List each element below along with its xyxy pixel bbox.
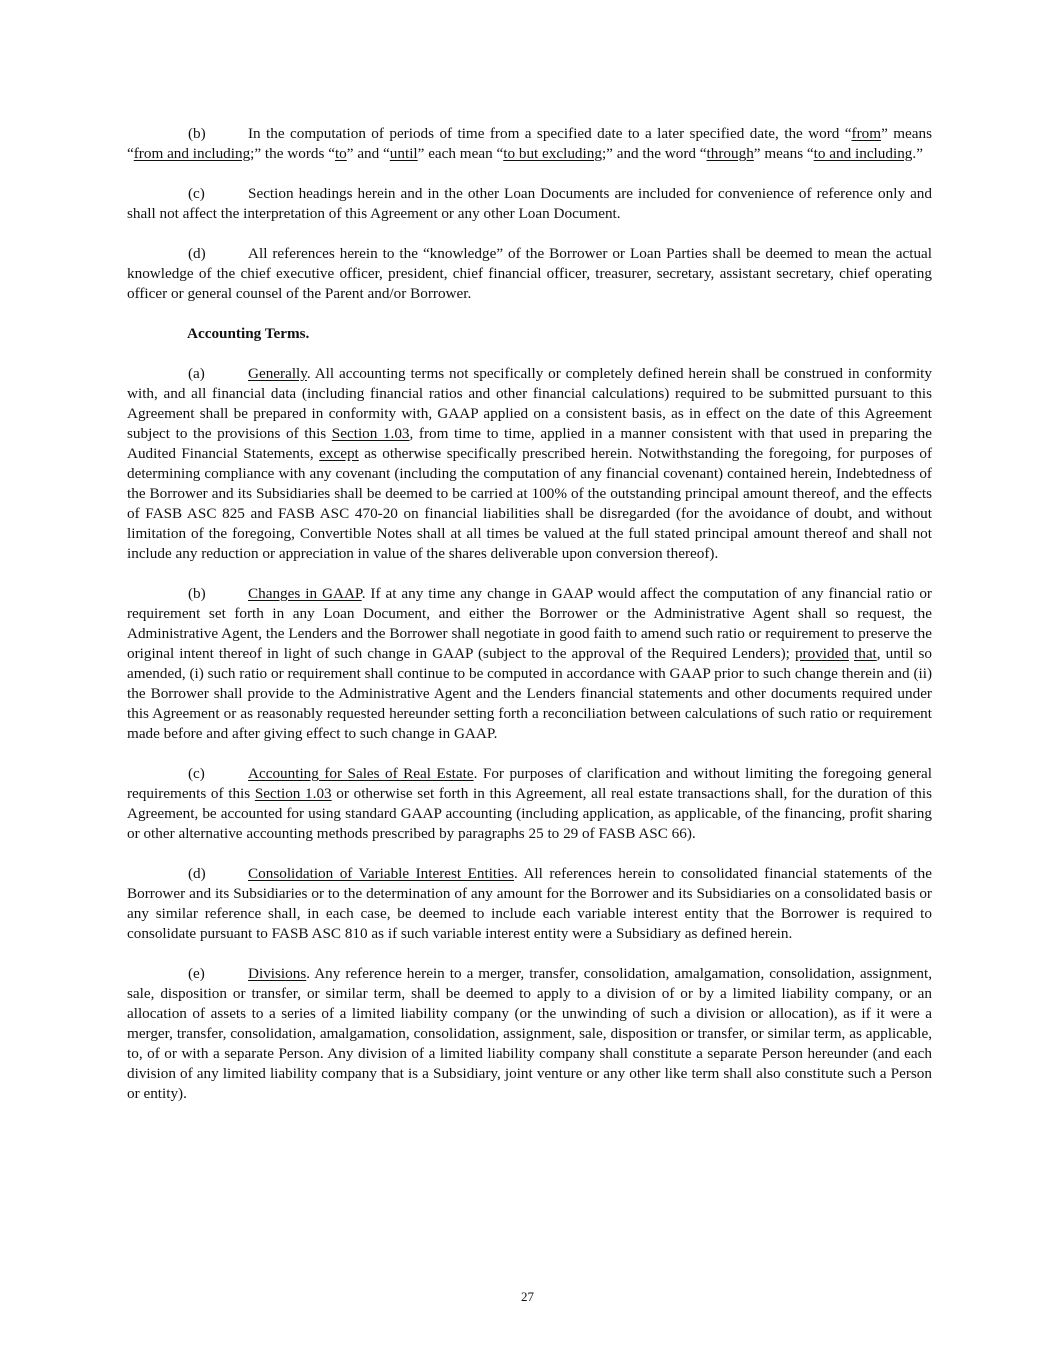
section-reference: Section 1.03 bbox=[254, 785, 332, 802]
paragraph-d-knowledge: (d) All references herein to the “knowledge” of the Borrower or Loan Parties shall be deemed to mean the actual knowledge of the chief executive officer, president, chief financial officer, treasurer, secretary, assistant secretary, chief operating officer or general counsel of the Parent and/or Borrower. bbox=[127, 245, 932, 302]
paragraph-c-section-headings: (c) Section headings herein and in the other Loan Documents are included for convenience of reference only and shall not affect the interpretation of this Agreement or any other Loan Document. bbox=[127, 185, 932, 222]
defined-term-that: that bbox=[854, 645, 877, 662]
paragraph-marker: (b) bbox=[188, 585, 206, 602]
defined-term-from-and-including: from and including bbox=[133, 145, 251, 162]
defined-term-to: to bbox=[334, 145, 347, 162]
paragraph-marker: (e) bbox=[188, 965, 205, 982]
paragraph-marker: (a) bbox=[188, 365, 205, 382]
paragraph-marker: (d) bbox=[188, 865, 206, 882]
paragraph-a-generally: (a) Generally. All accounting terms not specifically or completely defined herein shall be construed in conformity with, and all financial data (including financial ratios and other financial calculations) required to be submitted pursuant to this Agreement shall be prepared in conformity with, GAAP applied on a consistent basis, as in effect on the date of this Agreement subject to the provisions of this Section 1.03, from time to time, applied in a manner consistent with that used in preparing the Audited Financial Statements, except as otherwise specifically prescribed herein. Notwithstanding the foregoing, for purposes of determining compliance with any covenant (including the computation of any financial covenant) contained herein, Indebtedness of the Borrower and its Subsidiaries shall be deemed to be carried at 100% of the outstanding principal amount thereof, and the effects of FASB ASC 825 and FASB ASC 470-20 on financial liabilities shall be disregarded (for the avoidance of doubt, and without limitation of the foregoing, Convertible Notes shall at all times be valued at the full stated principal amount thereof and shall not include any reduction or appreciation in value of the shares deliverable upon conversion thereof). bbox=[127, 365, 933, 562]
paragraph-marker: (d) bbox=[188, 245, 206, 262]
defined-term-provided: provided bbox=[794, 645, 849, 662]
paragraph-c-sales-of-real-estate: (c) Accounting for Sales of Real Estate. For purposes of clarification and without limiting the foregoing general requirements of this Section 1.03 or otherwise set forth in this Agreement, all real estate transactions shall, for the duration of this Agreement, be accounted for using standard GAAP accounting (including application, as applicable, of the financing, profit sharing or other alternative accounting methods prescribed by paragraphs 25 to 29 of FASB ASC 66). bbox=[127, 765, 932, 842]
defined-term-through: through bbox=[706, 145, 754, 162]
document-page bbox=[127, 124, 932, 1124]
defined-term-until: until bbox=[389, 145, 418, 162]
subsection-title: Divisions bbox=[248, 965, 307, 982]
paragraph-marker: (b) bbox=[188, 125, 206, 142]
defined-term-to-and-including: to and including bbox=[813, 145, 913, 162]
subsection-title: Consolidation of Variable Interest Entities bbox=[248, 865, 515, 882]
paragraph-b-changes-in-gaap: (b) Changes in GAAP. If at any time any change in GAAP would affect the computation of any financial ratio or requirement set forth in any Loan Document, and either the Borrower or the Administrative Agent shall so request, the Administrative Agent, the Lenders and the Borrower shall negotiate in good faith to amend such ratio or requirement to preserve the original intent thereof in light of such change in GAAP (subject to the approval of the Required Lenders); provided that, until so amended, (i) such ratio or requirement shall continue to be computed in accordance with GAAP prior to such change therein and (ii) the Borrower shall provide to the Administrative Agent and the Lenders financial statements and other documents required under this Agreement or as reasonably requested hereunder setting forth a reconciliation between calculations of such ratio or requirement made before and after giving effect to such change in GAAP. bbox=[127, 585, 933, 742]
paragraph-e-divisions: (e) Divisions. Any reference herein to a merger, transfer, consolidation, amalgamation, consolidation, assignment, sale, disposition or transfer, or similar term, shall be deemed to apply to a division of or by a limited liability company, or an allocation of assets to a series of a limited liability company (or the unwinding of such a division or allocation), as if it were a merger, transfer, consolidation, amalgamation, consolidation, assignment, sale, disposition or transfer, or similar term, as applicable, to, of or with a separate Person. Any division of a limited liability company shall constitute a separate Person hereunder (and each division of any limited liability company that is a Subsidiary, joint venture or any other like term shall also constitute such a Person or entity). bbox=[127, 965, 932, 1102]
paragraph-marker: (c) bbox=[188, 765, 205, 782]
paragraph-marker: (c) bbox=[188, 185, 205, 202]
defined-term-to-but-excluding: to but excluding bbox=[503, 145, 602, 162]
defined-term-except: except bbox=[319, 445, 359, 462]
subsection-title: Changes in GAAP bbox=[248, 585, 362, 602]
page-number: 27 bbox=[521, 1289, 534, 1304]
subsection-title: Generally bbox=[248, 365, 307, 382]
paragraph-d-variable-interest-entities: (d) Consolidation of Variable Interest Entities. All references herein to consolidated financial statements of the Borrower and its Subsidiaries or to the determination of any amount for the Borrower and its Subsidiaries on a consolidated basis or any similar reference shall, in each case, be deemed to include each variable interest entity that the Borrower is required to consolidate pursuant to FASB ASC 810 as if such variable interest entity were a Subsidiary as defined herein. bbox=[127, 865, 932, 942]
paragraph-b-computation-of-time: (b) In the computation of periods of time from a specified date to a later specified date, the word “from” means “from and including;” the words “to” and “until” each mean “to but excluding;” and the word “through” means “to and including.” bbox=[127, 125, 932, 162]
section-reference: Section 1.03 bbox=[331, 425, 410, 442]
defined-term-from: from bbox=[851, 125, 882, 142]
subsection-title: Accounting for Sales of Real Estate bbox=[248, 765, 474, 782]
section-heading-accounting-terms: Accounting Terms. bbox=[187, 325, 310, 342]
